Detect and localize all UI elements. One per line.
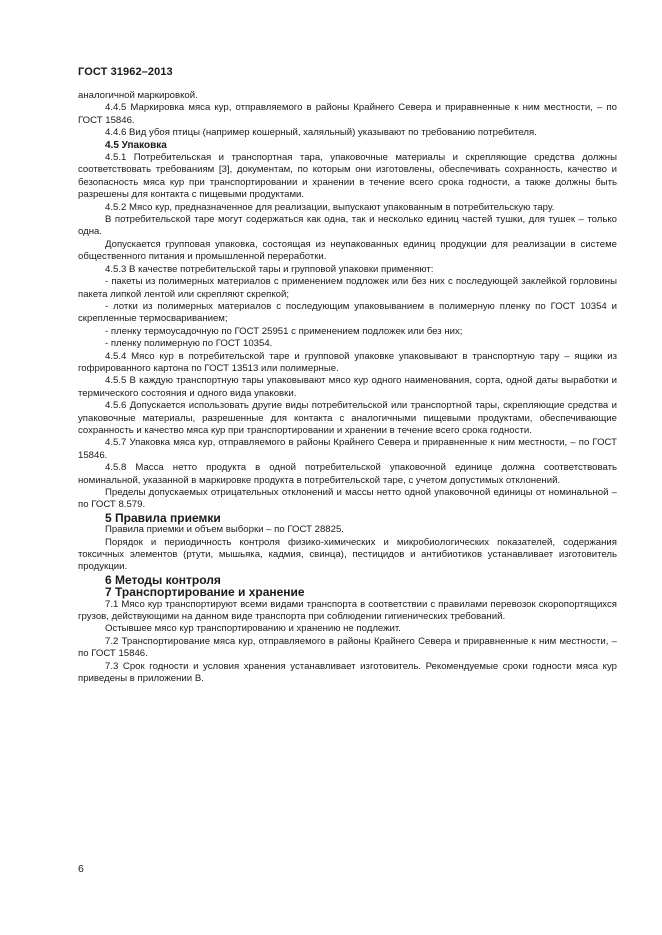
paragraph: - лотки из полимерных материалов с последующим упаковыванием в полимерную пленку по ГОСТ 10354 и скрепленные термосвариванием;	[78, 300, 617, 325]
paragraph: Пределы допускаемых отрицательных отклонений и массы нетто одной упаковочной единицы от номинальной – по ГОСТ 8.579.	[78, 487, 617, 511]
section-heading: 5 Правила приемки	[105, 510, 221, 525]
paragraph: 4.5.5 В каждую транспортную тары упаковывают мясо кур одного наименования, сорта, одной даты выработки и термического состояния и одного вида упаковки.	[78, 375, 617, 399]
paragraph: 7.2 Транспортирование мяса кур, отправляемого в районы Крайнего Севера и приравненные к ним местности, – по ГОСТ 15846.	[78, 635, 617, 660]
section-heading: 7 Транспортирование и хранение	[105, 585, 305, 600]
page-header-standard-code: ГОСТ 31962–2013	[78, 66, 173, 78]
document-body	[78, 90, 617, 686]
paragraph: аналогичной маркировкой.	[78, 90, 198, 101]
paragraph: Порядок и периодичность контроля физико-химических и микробиологических показателей, содержания токсичных элементов (ртути, мышьяка, кадмия, свинца), пестицидов и антибиотиков устанавливает изготовитель продукции.	[78, 536, 617, 573]
paragraph: - пакеты из полимерных материалов с применением подложек или без них с последующей заклейкой горловины пакета липкой лентой или скрепляют скрепкой;	[78, 276, 617, 300]
page-number: 6	[78, 863, 84, 875]
paragraph: Правила приемки и объем выборки – по ГОСТ 28825.	[105, 524, 344, 536]
paragraph: 4.4.5 Маркировка мяса кур, отправляемого в районы Крайнего Севера и приравненные к ним местности, – по ГОСТ 15846.	[78, 102, 617, 126]
paragraph: 4.5.6 Допускается использовать другие виды потребительской или транспортной тары, скрепляющие средства и упаковочные материалы, разрешенные для контакта с аналогичными пищевыми продуктами, обеспечивающие сохранность и качество мяса кур при транспортировании и хранении в течение всего срока годности.	[78, 400, 617, 436]
paragraph: 7.3 Срок годности и условия хранения устанавливает изготовитель. Рекомендуемые сроки годности мяса кур приведены в приложении В.	[78, 660, 617, 685]
paragraph: 4.5.3 В качестве потребительской тары и групповой упаковки применяют:	[105, 263, 434, 275]
paragraph: 4.5.7 Упаковка мяса кур, отправляемого в районы Крайнего Севера и приравненные к ним местности, – по ГОСТ 15846.	[78, 437, 617, 461]
paragraph: 4.5.2 Мясо кур, предназначенное для реализации, выпускают упакованным в потребительскую тару.	[105, 201, 555, 213]
paragraph: Допускается групповая упаковка, состоящая из неупакованных единиц продукции для реализации в системе общественного питания и промышленной переработки.	[78, 238, 617, 263]
paragraph: Остывшее мясо кур транспортированию и хранению не подлежит.	[105, 623, 401, 635]
paragraph: 4.5.4 Мясо кур в потребительской таре и групповой упаковке упаковывают в транспортную тару – ящики из гофрированного картона по ГОСТ 13513 или полимерные.	[78, 350, 617, 374]
subsection-heading: 4.5 Упаковка	[105, 139, 167, 151]
paragraph: 4.5.8 Масса нетто продукта в одной потребительской упаковочной единице должна соответствовать номинальной, указанной в маркировке продукта в потребительской таре, с учетом допустимых отклонений.	[78, 462, 617, 486]
paragraph: В потребительской таре могут содержаться как одна, так и несколько единиц частей тушки, для тушек – только одна.	[78, 214, 617, 238]
section-heading: 6 Методы контроля	[105, 572, 221, 587]
paragraph: - пленку полимерную по ГОСТ 10354.	[105, 338, 273, 350]
paragraph: - пленку термоусадочную по ГОСТ 25951 с применением подложек или без них;	[105, 325, 463, 337]
paragraph: 7.1 Мясо кур транспортируют всеми видами транспорта в соответствии с правилами перевозок скоропортящихся грузов, действующими на данном виде транспорта при соблюдении гигиенических требований.	[78, 598, 617, 623]
paragraph: 4.5.1 Потребительская и транспортная тара, упаковочные материалы и скрепляющие средства должны соответствовать требованиям [3], документам, по которым они изготовлены, обеспечивать сохранность, качество и безопасность мяса кур при транспортировании и хранении в течение всего срока годности, а также должны быть разрешены для контакта с пищевыми продуктами.	[78, 152, 617, 201]
paragraph: 4.4.6 Вид убоя птицы (например кошерный, халяльный) указывают по требованию потребителя.	[105, 127, 537, 139]
